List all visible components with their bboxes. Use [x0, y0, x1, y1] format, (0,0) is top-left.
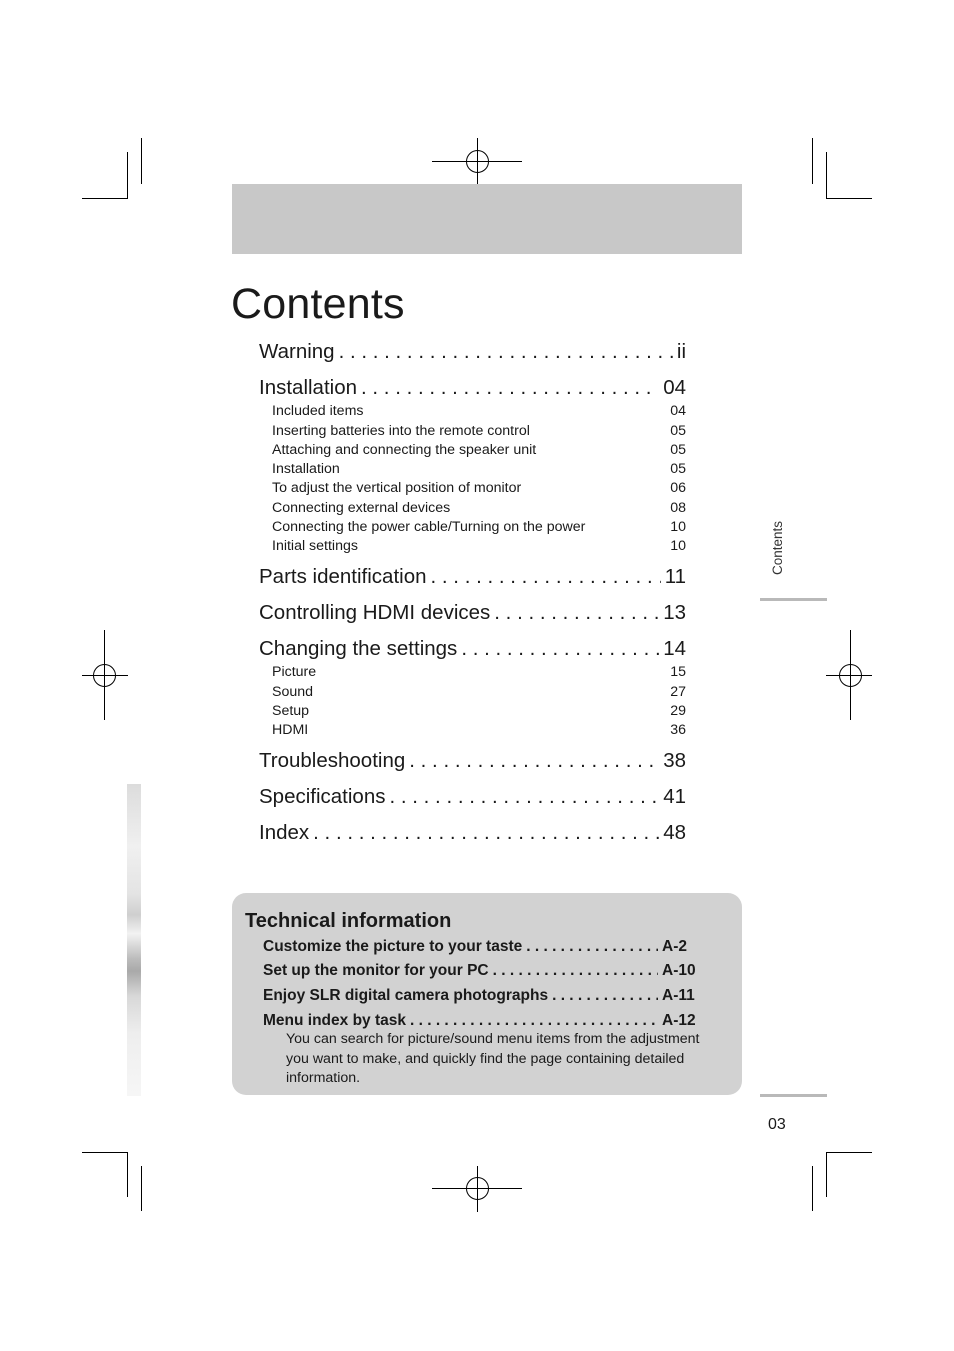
toc-entry-page: 13	[663, 601, 686, 624]
toc-entry-page: 48	[663, 821, 686, 844]
toc-entry-page: ii	[676, 340, 686, 363]
toc-subentry-page: 05	[670, 461, 686, 477]
dot-leader	[461, 635, 659, 663]
toc-subentry-page: 06	[670, 480, 686, 496]
dot-leader	[409, 747, 659, 775]
toc-subentry-title: Connecting external devices	[272, 500, 451, 516]
toc-subentry-title: Included items	[272, 403, 364, 419]
toc-entry-specifications[interactable]	[259, 783, 686, 811]
technical-entry-title: Customize the picture to your taste	[263, 938, 523, 955]
toc-entry-title: Parts identification	[259, 565, 427, 588]
toc-entry-title: Installation	[259, 376, 358, 399]
toc-subentry[interactable]	[272, 720, 686, 740]
toc-subentry[interactable]	[272, 459, 686, 479]
technical-info-heading: Technical information	[245, 910, 452, 932]
toc-subentry-title: Sound	[272, 684, 314, 700]
toc-entry-page: 04	[663, 376, 686, 399]
technical-entry-page: A-12	[662, 1012, 696, 1029]
toc-entry-page: 11	[664, 565, 686, 588]
technical-entry-title: Enjoy SLR digital camera photographs	[263, 987, 549, 1004]
toc-subentry[interactable]	[272, 421, 686, 441]
dot-leader	[389, 783, 659, 811]
toc-subentry[interactable]	[272, 701, 686, 721]
toc-subentry-page: 10	[670, 538, 686, 554]
toc-entry-title: Changing the settings	[259, 637, 458, 660]
toc-subentry-page: 04	[670, 403, 686, 419]
toc-subentry-page: 05	[670, 442, 686, 458]
toc-entry-title: Warning	[259, 340, 335, 363]
page-number-rule	[760, 1094, 827, 1097]
toc-entry-title: Index	[259, 821, 310, 844]
toc-entry-index[interactable]	[259, 819, 686, 847]
toc-subentry-title: Inserting batteries into the remote control	[272, 423, 530, 439]
dot-leader	[526, 935, 658, 959]
toc-subentry[interactable]	[272, 682, 686, 702]
page-number: 03	[768, 1116, 786, 1133]
toc-subentry-title: Installation	[272, 461, 340, 477]
toc-entry-troubleshooting[interactable]	[259, 747, 686, 775]
toc-subentry-page: 08	[670, 500, 686, 516]
side-tab-label: Contents	[770, 520, 785, 575]
dot-leader	[493, 959, 658, 983]
toc-entry-page: 14	[663, 637, 686, 660]
toc-subentry-page: 36	[670, 722, 686, 738]
toc-subentry-page: 27	[670, 684, 686, 700]
technical-entry[interactable]	[263, 935, 699, 959]
dot-leader	[339, 338, 673, 366]
dot-leader	[431, 563, 661, 591]
toc-entry-title: Controlling HDMI devices	[259, 601, 491, 624]
technical-entry-title: Menu index by task	[263, 1012, 406, 1029]
toc-entry-page: 41	[663, 785, 686, 808]
toc-subentry-title: Connecting the power cable/Turning on the power	[272, 519, 586, 535]
dot-leader	[313, 819, 659, 847]
toc-entry-installation[interactable]	[259, 374, 686, 402]
toc-subentry[interactable]	[272, 440, 686, 460]
toc-entry-title: Troubleshooting	[259, 749, 406, 772]
technical-entry-page: A-10	[662, 962, 696, 979]
toc-subentry-title: To adjust the vertical position of monitor	[272, 480, 522, 496]
toc-entry-changing-the-settings[interactable]	[259, 635, 686, 663]
dot-leader	[361, 374, 659, 402]
toc-subentry-title: Picture	[272, 664, 317, 680]
technical-entry-title: Set up the monitor for your PC	[263, 962, 489, 979]
dot-leader	[494, 599, 659, 627]
bleed-photo-strip	[127, 784, 141, 1096]
toc-subentry-page: 29	[670, 703, 686, 719]
toc-entry-title: Specifications	[259, 785, 386, 808]
technical-entry-page: A-11	[662, 987, 695, 1004]
toc-entry-controlling-hdmi-devices[interactable]	[259, 599, 686, 627]
toc-entry-page: 38	[663, 749, 686, 772]
toc-subentry-page: 15	[670, 664, 686, 680]
side-tab-rule	[760, 598, 827, 601]
technical-entry[interactable]	[263, 984, 699, 1008]
toc-subentry-title: Initial settings	[272, 538, 358, 554]
page-title: Contents	[231, 280, 405, 328]
toc-subentry-page: 10	[670, 519, 686, 535]
dot-leader	[552, 984, 658, 1008]
toc-subentry[interactable]	[272, 478, 686, 498]
technical-entry[interactable]	[263, 959, 699, 983]
toc-subentry-title: Setup	[272, 703, 310, 719]
technical-entry-page: A-2	[662, 938, 687, 955]
header-band	[232, 184, 742, 254]
toc-subentry[interactable]	[272, 536, 686, 556]
toc-subentry-title: HDMI	[272, 722, 309, 738]
toc-subentry[interactable]	[272, 498, 686, 518]
toc-subentry[interactable]	[272, 517, 686, 537]
toc-subentry[interactable]	[272, 662, 686, 682]
toc-subentry[interactable]	[272, 401, 686, 421]
toc-entry-warning[interactable]	[259, 338, 686, 366]
technical-entry-description: You can search for picture/sound menu items from the adjustment you want to make, and quickly find the page containing detailed information.	[286, 1031, 700, 1086]
toc-subentry-page: 05	[670, 423, 686, 439]
toc-entry-parts-identification[interactable]	[259, 563, 686, 591]
toc-subentry-title: Attaching and connecting the speaker unit	[272, 442, 537, 458]
